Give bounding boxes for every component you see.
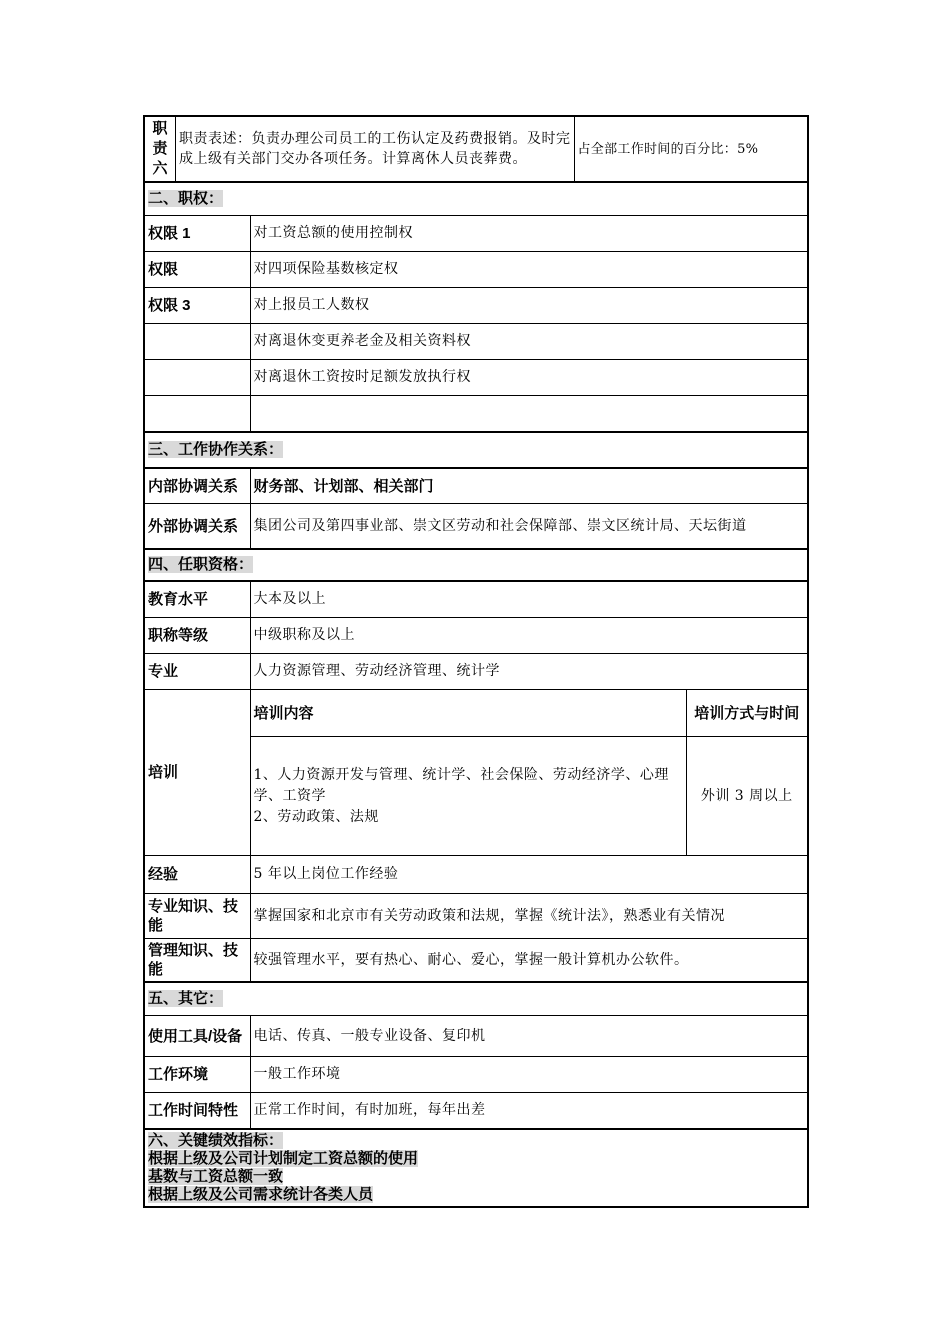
management-skill-row bbox=[144, 939, 808, 983]
duty-6-description: 职责表述：负责办理公司员工的工伤认定及药费报销。及时完成上级有关部门交办各项任务。计算离休人员丧葬费。 bbox=[179, 131, 571, 167]
title-grade-label: 职称等级 bbox=[144, 618, 250, 654]
professional-skill-row bbox=[144, 894, 808, 939]
experience-label: 经验 bbox=[144, 856, 250, 894]
experience-value: 5 年以上岗位工作经验 bbox=[250, 856, 808, 894]
internal-coordination-label: 内部协调关系 bbox=[144, 468, 250, 504]
kpi-section-title: 六、关键绩效指标： bbox=[148, 1132, 284, 1149]
authority-label bbox=[144, 360, 250, 396]
experience-row bbox=[144, 856, 808, 894]
title-grade-row bbox=[144, 618, 808, 654]
authority-row bbox=[144, 396, 808, 433]
authority-label: 权限 bbox=[144, 252, 250, 288]
external-coordination-value: 集团公司及第四事业部、崇文区劳动和社会保障部、崇文区统计局、天坛街道 bbox=[250, 504, 808, 550]
work-time-value: 正常工作时间，有时加班，每年出差 bbox=[250, 1093, 808, 1130]
kpi-section bbox=[144, 1129, 808, 1207]
kpi-item: 基数与工资总额一致 bbox=[148, 1168, 284, 1185]
training-header-row bbox=[144, 690, 808, 737]
major-label: 专业 bbox=[144, 654, 250, 690]
training-content-line: 2、劳动政策、法规 bbox=[253, 808, 379, 825]
education-row bbox=[144, 581, 808, 618]
major-value: 人力资源管理、劳动经济管理、统计学 bbox=[250, 654, 808, 690]
title-grade-value: 中级职称及以上 bbox=[250, 618, 808, 654]
training-content bbox=[250, 737, 686, 856]
authority-label: 权限 1 bbox=[144, 216, 250, 252]
authority-value: 对工资总额的使用控制权 bbox=[250, 216, 808, 252]
authority-section-header bbox=[144, 182, 808, 216]
duty-6-inner bbox=[145, 117, 574, 181]
authority-row bbox=[144, 324, 808, 360]
tools-value: 电话、传真、一般专业设备、复印机 bbox=[250, 1016, 808, 1057]
authority-value: 对离退休变更养老金及相关资料权 bbox=[250, 324, 808, 360]
external-coordination-row bbox=[144, 504, 808, 550]
job-description-table bbox=[143, 115, 809, 1208]
authority-value: 对四项保险基数核定权 bbox=[250, 252, 808, 288]
authority-section-title: 二、职权： bbox=[148, 190, 224, 207]
job-description-document bbox=[143, 115, 807, 1208]
duty-6-row bbox=[144, 116, 808, 182]
authority-label bbox=[144, 324, 250, 360]
other-section-header bbox=[144, 982, 808, 1016]
duty-6-label: 职责六 bbox=[145, 117, 176, 181]
internal-coordination-row bbox=[144, 468, 808, 504]
tools-label: 使用工具/设备 bbox=[144, 1016, 250, 1057]
professional-skill-label: 专业知识、技能 bbox=[144, 894, 250, 939]
duty-6-percent: 占全部工作时间的百分比：5% bbox=[574, 116, 808, 182]
training-method: 外训 3 周以上 bbox=[686, 737, 808, 856]
qualification-section-header bbox=[144, 549, 808, 581]
education-value: 大本及以上 bbox=[250, 581, 808, 618]
authority-label bbox=[144, 396, 250, 433]
education-label: 教育水平 bbox=[144, 581, 250, 618]
authority-label: 权限 3 bbox=[144, 288, 250, 324]
cooperation-section-title: 三、工作协作关系： bbox=[148, 441, 284, 458]
kpi-item: 根据上级及公司需求统计各类人员 bbox=[148, 1186, 374, 1203]
management-skill-value: 较强管理水平，要有热心、耐心、爱心，掌握一般计算机办公软件。 bbox=[250, 939, 808, 983]
training-method-header: 培训方式与时间 bbox=[686, 690, 808, 737]
training-label: 培训 bbox=[144, 690, 250, 856]
environment-value: 一般工作环境 bbox=[250, 1057, 808, 1093]
authority-value: 对上报员工人数权 bbox=[250, 288, 808, 324]
external-coordination-label: 外部协调关系 bbox=[144, 504, 250, 550]
other-section-title: 五、其它： bbox=[148, 990, 224, 1007]
authority-row bbox=[144, 216, 808, 252]
authority-row bbox=[144, 252, 808, 288]
tools-row bbox=[144, 1016, 808, 1057]
authority-value: 对离退休工资按时足额发放执行权 bbox=[250, 360, 808, 396]
training-content-line: 1、人力资源开发与管理、统计学、社会保险、劳动经济学、心理学、工资学 bbox=[253, 766, 669, 804]
authority-value bbox=[250, 396, 808, 433]
authority-row bbox=[144, 360, 808, 396]
environment-label: 工作环境 bbox=[144, 1057, 250, 1093]
authority-row bbox=[144, 288, 808, 324]
training-content-header: 培训内容 bbox=[250, 690, 686, 737]
work-time-label: 工作时间特性 bbox=[144, 1093, 250, 1130]
internal-coordination-value: 财务部、计划部、相关部门 bbox=[250, 468, 808, 504]
work-time-row bbox=[144, 1093, 808, 1130]
management-skill-label: 管理知识、技能 bbox=[144, 939, 250, 983]
professional-skill-value: 掌握国家和北京市有关劳动政策和法规，掌握《统计法》，熟悉业有关情况 bbox=[250, 894, 808, 939]
qualification-section-title: 四、任职资格： bbox=[148, 556, 254, 573]
environment-row bbox=[144, 1057, 808, 1093]
major-row bbox=[144, 654, 808, 690]
cooperation-section-header bbox=[144, 432, 808, 468]
kpi-item: 根据上级及公司计划制定工资总额的使用 bbox=[148, 1150, 419, 1167]
